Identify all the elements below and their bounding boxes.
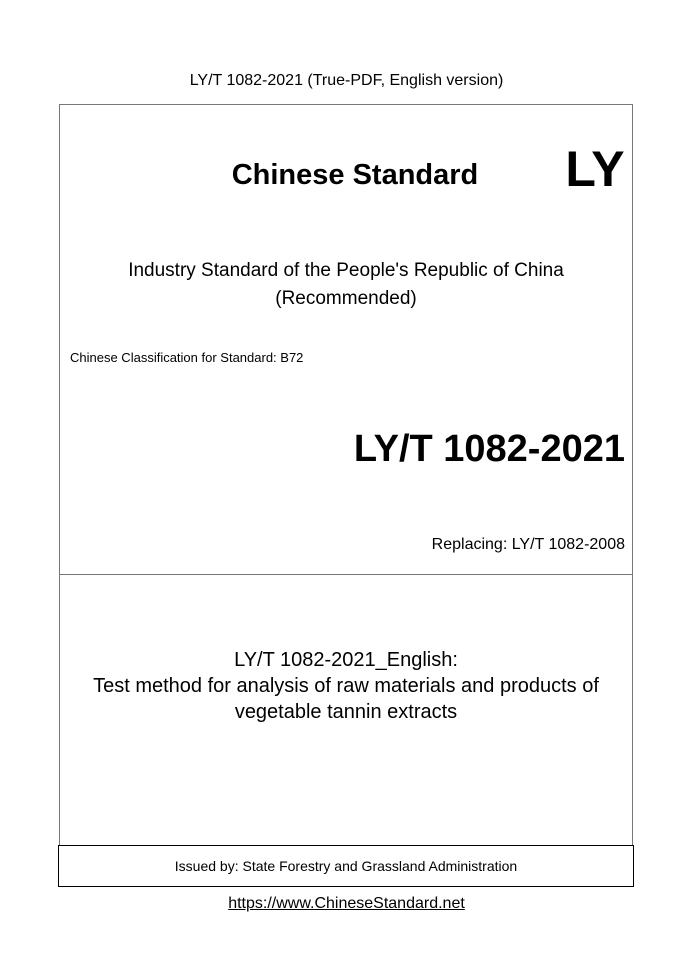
industry-standard-label [60,257,632,313]
website-link[interactable]: https://www.ChineseStandard.net [228,895,465,912]
document-header: LY/T 1082-2021 (True-PDF, English version) [189,72,504,89]
document-type-heading: Chinese Standard [231,159,479,191]
issuer-box [58,845,634,887]
standard-number: LY/T 1082-2021 [353,428,625,470]
cover-divider [59,574,633,575]
industry-line-1: Industry Standard of the People's Republic of China [128,260,564,281]
title-line-1: LY/T 1082-2021_English: [234,649,458,671]
document-title [60,647,632,725]
industry-line-2: (Recommended) [275,288,417,309]
title-line-3: vegetable tannin extracts [234,701,458,723]
cover-frame [59,104,633,886]
issuer-label: Issued by: State Forestry and Grassland Administration [174,858,518,874]
standard-code-badge: LY [565,141,625,197]
title-line-2: Test method for analysis of raw materials and products of [93,675,599,697]
replacing-label: Replacing: LY/T 1082-2008 [431,536,625,553]
classification-label: Chinese Classification for Standard: B72 [70,350,304,365]
